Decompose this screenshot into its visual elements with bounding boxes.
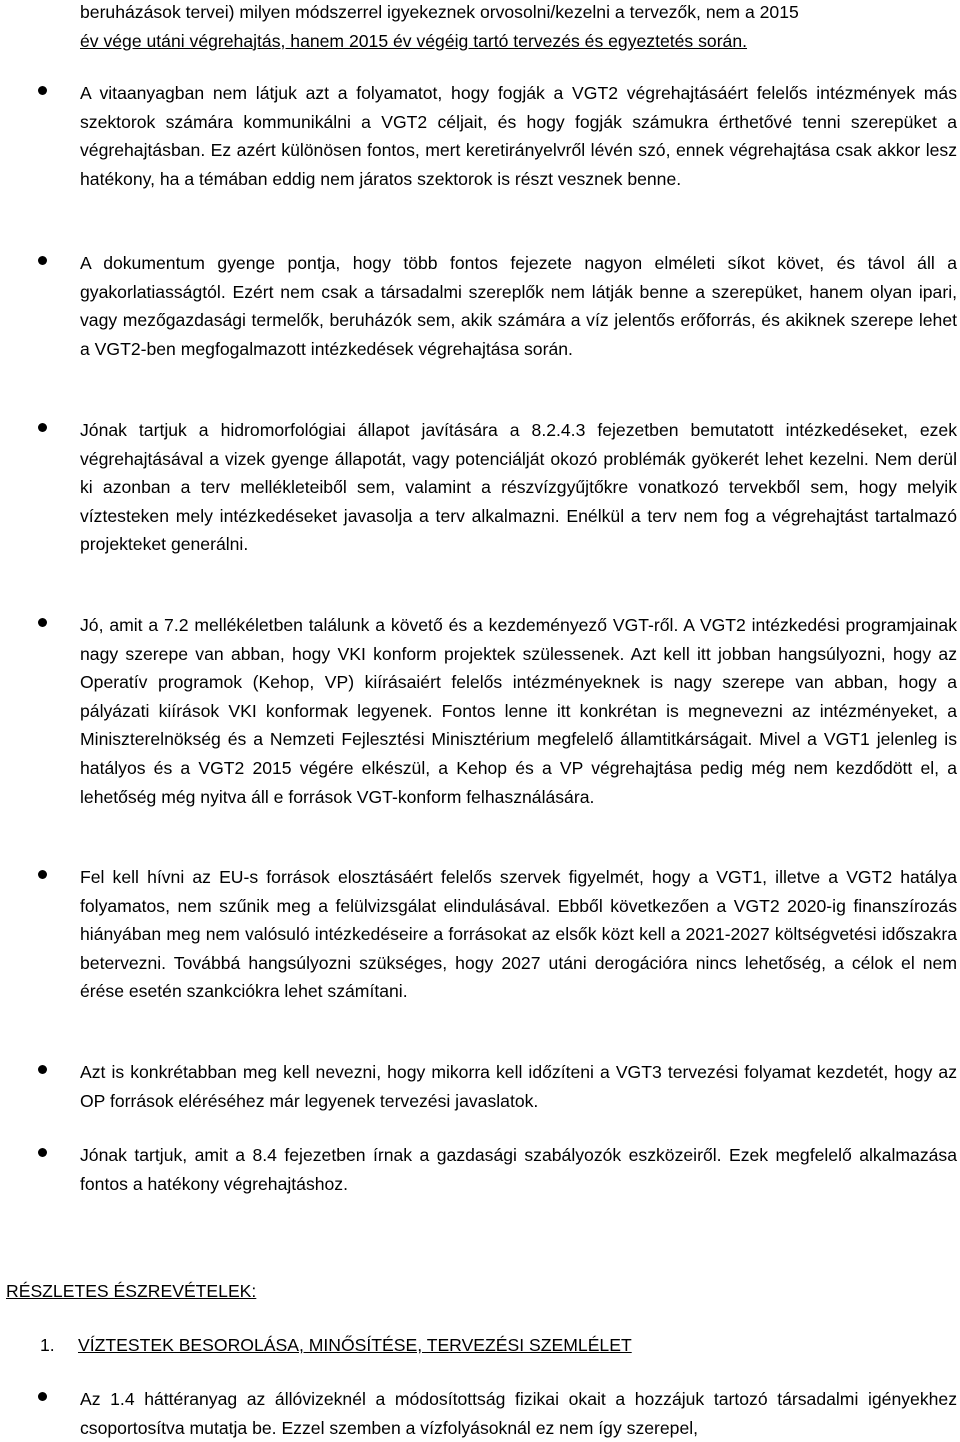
- heading-text: VÍZTESTEK BESOROLÁSA, MINŐSÍTÉSE, TERVEZÉSI SZEMLÉLET: [78, 1335, 632, 1355]
- bullet-icon: [38, 1065, 47, 1074]
- bullet-paragraph: Az 1.4 háttéranyag az állóvizeknél a módosítottság fizikai okait a hozzájuk tartozó társadalmi igényekhez csoportosítva mutatja be. Ezzel szemben a vízfolyásoknál ez nem így szerepel,: [80, 1389, 957, 1438]
- heading-number: 1.: [40, 1335, 55, 1355]
- bullet-paragraph: Azt is konkrétabban meg kell nevezni, hogy mikorra kell időzíteni a VGT3 tervezési folyamat kezdetét, hogy az OP források eléréséhez már legyenek tervezési javaslatok.: [80, 1062, 957, 1111]
- bullet-paragraph: A vitaanyagban nem látjuk azt a folyamatot, hogy fogják a VGT2 végrehajtásáért felelős intézmények más szektorok számára kommunikálni a VGT2 céljait, és hogy fogják számukra érthetővé tenni szerepüket a végrehajtásban. Ez azért különösen fontos, mert keretirányelvről lévén szó, ennek végrehajtása csak akkor lesz hatékony, ha a témában eddig nem járatos szektorok is részt vesznek benne.: [80, 83, 957, 189]
- intro-paragraph: [80, 0, 957, 55]
- intro-line-2: év vége utáni végrehajtás, hanem 2015 év végéig tartó tervezés és egyeztetés során.: [80, 30, 748, 51]
- bullet-paragraph: Fel kell hívni az EU-s források elosztásáért felelős szervek figyelmét, hogy a VGT1, illetve a VGT2 hatálya folyamatos, nem szűnik meg a felülvizsgálat elindulásával. Ebből következően a VGT2 2020-ig finanszírozás hiányában meg nem valósuló intézkedéseire a forrásokat az elsők közt kell a 2021-2027 költségvetési időszakra betervezni. Továbbá hangsúlyozni szükséges, hogy 2027 utáni derogációra nincs lehetőség, a célok el nem érése esetén szankciókra lehet számítani.: [80, 867, 957, 1002]
- bullet-icon: [38, 423, 47, 432]
- bullet-paragraph: Jó, amit a 7.2 mellékéletben találunk a követő és a kezdeményező VGT-ről. A VGT2 intézkedési programjainak nagy szerepe van abban, hogy VKI konform projektek szülessenek. Azt kell itt jobban hangsúlyozni, hogy az Operatív programok (Kehop, VP) kiírásaiért felelős intézményeknek is nagy szerepe van abban, hogy a pályázati kiírások VKI konformak legyenek. Fontos lenne itt konkrétan is megnevezni az intézményeket, a Miniszterelnökség és a Nemzeti Fejlesztési Minisztérium megfelelő államtitkárságait. Mivel a VGT1 jelenleg is hatályos és a VGT2 2015 végére elkészül, a Kehop és a VP végrehajtása pedig még nem kezdődött el, a lehetőség még nyitva áll e források VGT-konform felhasználására.: [80, 615, 957, 807]
- numbered-heading: [40, 1331, 632, 1359]
- bullet-icon: [38, 1392, 47, 1401]
- bullet-paragraph: Jónak tartjuk, amit a 8.4 fejezetben írnak a gazdasági szabályozók eszközeiről. Ezek megfelelő alkalmazása fontos a hatékony végrehajtáshoz.: [80, 1145, 957, 1194]
- bullet-paragraph: Jónak tartjuk a hidromorfológiai állapot javítására a 8.2.4.3 fejezetben bemutatott intézkedéseket, ezek végrehajtásával a vizek gyenge állapotát, vagy potenciálját okozó problémák gyökerét lehet kezelni. Nem derül ki azonban a terv mellékleteiből sem, valamint a részvízgyűjtőkre vonatkozó tervekből sem, hogy melyik víztesteken mely intézkedéseket javasolja a terv alkalmazni. Enélkül a terv nem fog a végrehajtást tartalmazó projekteket generálni.: [80, 420, 957, 555]
- bullet-paragraph: A dokumentum gyenge pontja, hogy több fontos fejezete nagyon elméleti síkot követ, és távol áll a gyakorlatiasságtól. Ezért nem csak a társadalmi szereplők nem látják benne a szerepüket, hanem olyan ipari, vagy mezőgazdasági termelők, beruházók sem, akik számára a víz jelentős erőforrás, és akiknek szerepe lehet a VGT2-ben megfogalmazott intézkedések végrehajtása során.: [80, 253, 957, 359]
- bullet-icon: [38, 618, 47, 627]
- section-heading: RÉSZLETES ÉSZREVÉTELEK:: [6, 1281, 257, 1301]
- intro-line-1: beruházások tervei) milyen módszerrel igyekeznek orvosolni/kezelni a tervezők, nem a 2015: [80, 2, 799, 22]
- bullet-icon: [38, 86, 47, 95]
- bullet-icon: [38, 256, 47, 265]
- bullet-icon: [38, 870, 47, 879]
- bullet-icon: [38, 1148, 47, 1157]
